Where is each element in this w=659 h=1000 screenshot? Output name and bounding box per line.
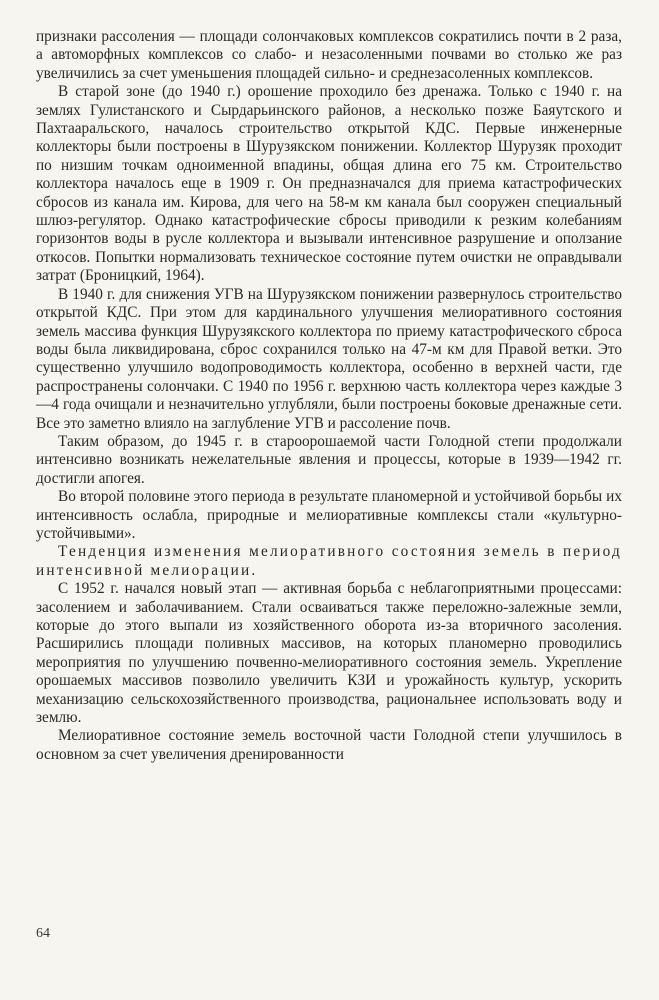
section-heading: Тенденция изменения мелиоративного состояния земель в период интенсивной мелиорации. — [36, 543, 622, 579]
paragraph-second-half: Во второй половине этого периода в результате планомерной и устойчивой борьбы их интенсивность ослабла, природные и мелиоративные комплексы стали «культурно-устойчивыми». — [36, 488, 622, 542]
body-text — [36, 28, 622, 764]
paragraph-eastern-part: Мелиоративное состояние земель восточной части Голодной степи улучшилось в основном за счет увеличения дренированности — [36, 727, 622, 763]
paragraph-continued: признаки рассоления — площади солончаковых комплексов сократились почти в 2 раза, а автоморфных комплексов со слабо- и незасоленными почвами во столько же раз увеличились за счет уменьшения площадей сильно- и среднезасоленных комплексов. — [36, 28, 622, 82]
page-number: 64 — [36, 926, 50, 941]
paragraph-old-zone: В старой зоне (до 1940 г.) орошение проходило без дренажа. Только с 1940 г. на землях Гулистанского и Сырдарьинского районов, а несколько позже Баяутского и Пахтааральского, началось строительство открытой КДС. Первые инженерные коллекторы были построены в Шурузякском понижении. Коллектор Шурузяк проходит по низшим точкам одноименной впадины, общая длина его 75 км. Строительство коллектора началось еще в 1909 г. Он предназначался для приема катастрофических сбросов из канала им. Кирова, для чего на 58-м км канала был сооружен специальный шлюз-регулятор. Однако катастрофические сбросы приводили к резким колебаниям горизонтов воды в русле коллектора и вызывали интенсивное разрушение и оползание откосов. Попытки нормализовать техническое состояние путем очистки не оправдывали затрат (Броницкий, 1964). — [36, 83, 622, 285]
paragraph-summary: Таким образом, до 1945 г. в староорошаемой части Голодной степи продолжали интенсивно возникать нежелательные явления и процессы, которые в 1939—1942 гг. достигли апогея. — [36, 432, 622, 487]
paragraph-1940: В 1940 г. для снижения УГВ на Шурузякском понижении развернулось строительство открытой КДС. При этом для кардинального улучшения мелиоративного состояния земель массива функция Шурузякского коллектора по приему катастрофического сброса воды была ликвидирована, сброс сохранился только на 47-м км для Правой ветки. Это существенно улучшило водопроводимость коллектора, особенно в верхней части, где распространены солончаки. С 1940 по 1956 г. верхнюю часть коллектора через каждые 3—4 года очищали и незначительно углубляли, были построены боковые дренажные сети. Все это заметно влияло на заглубление УГВ и рассоление почв. — [36, 285, 622, 432]
paragraph-1952: С 1952 г. начался новый этап — активная борьба с неблагоприятными процессами: засолением и заболачиванием. Стали осваиваться также переложно-залежные земли, которые до этого выпали из хозяйственного оборота из-за вторичного засоления. Расширились площади поливных массивов, на которых планомерно проводились мероприятия по улучшению почвенно-мелиоративного состояния земель. Укрепление орошаемых массивов позволило увеличить КЗИ и урожайность культур, ускорить механизацию сельскохозяйственного производства, рациональнее использовать воду и землю. — [36, 580, 622, 727]
